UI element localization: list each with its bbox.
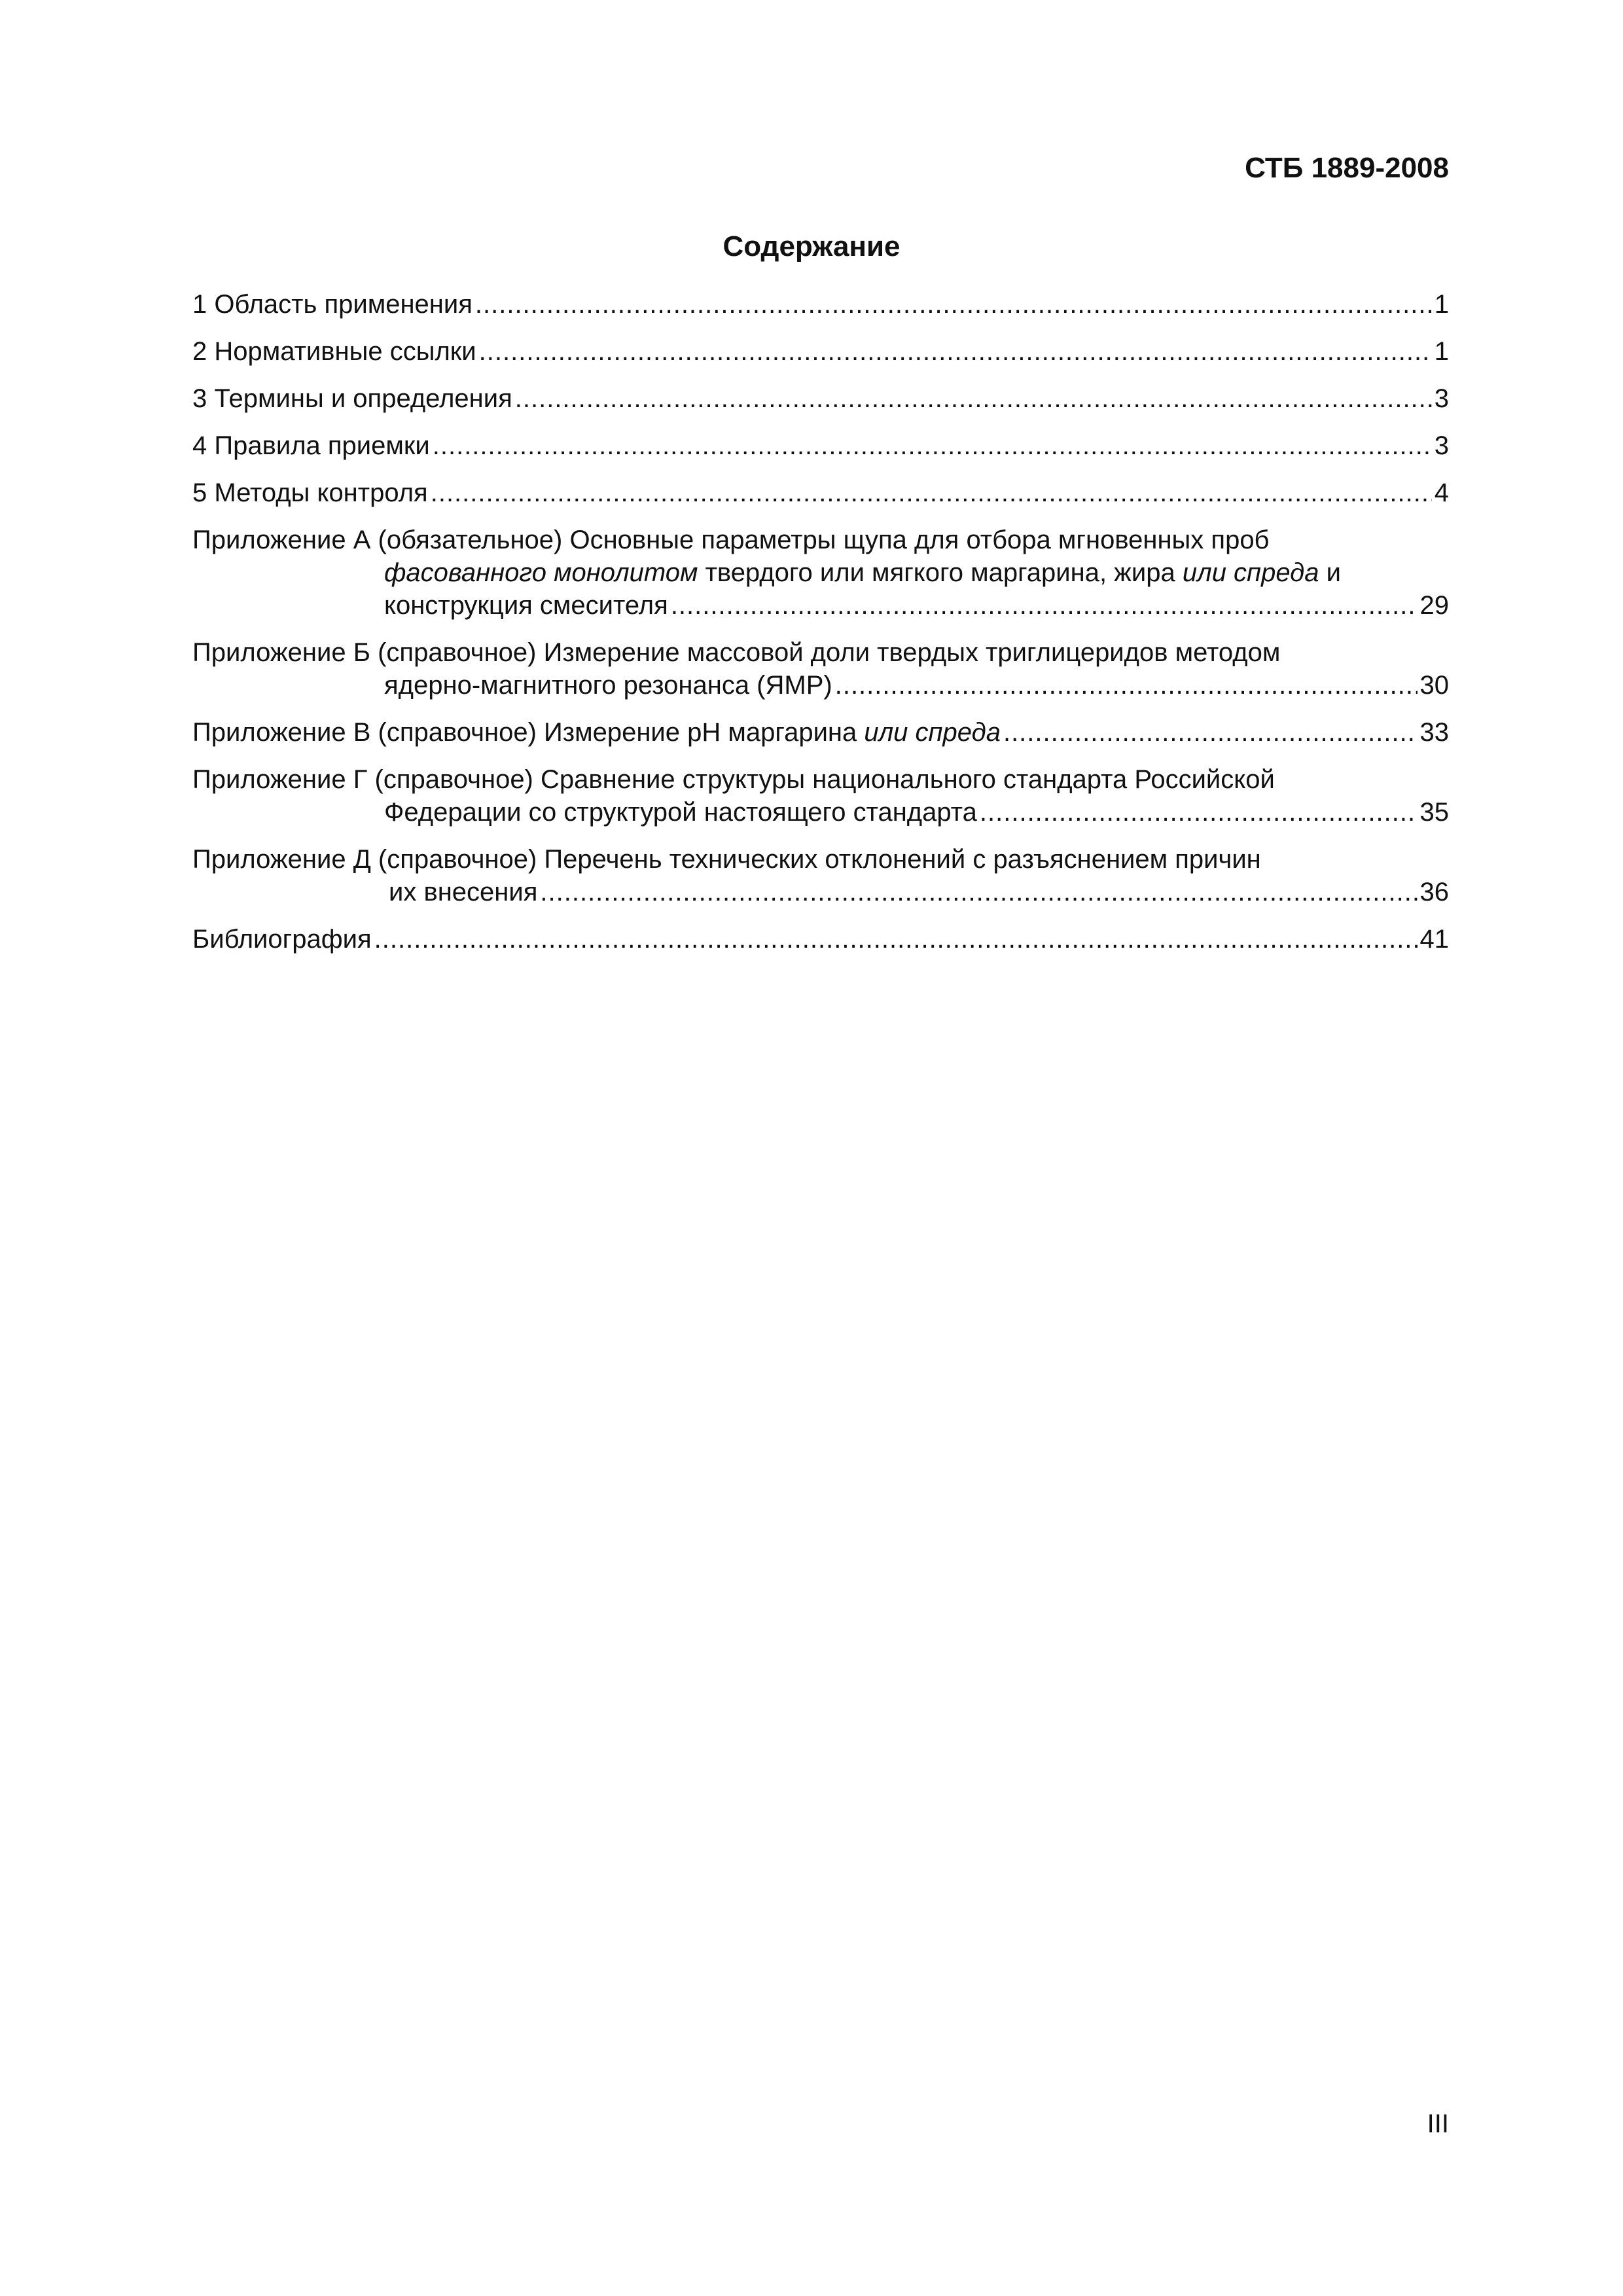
toc-entry-appendix-b[interactable] xyxy=(192,636,1449,702)
toc-entry-normative-refs[interactable] xyxy=(192,335,1449,368)
toc-entry-label: Федерации со структурой настоящего стандарта xyxy=(384,798,977,827)
document-code: СТБ 1889-2008 xyxy=(1245,152,1449,184)
toc-entry-line xyxy=(192,589,1449,622)
toc-entry-label: 3 Термины и определения xyxy=(192,384,512,413)
toc-entry-line xyxy=(192,636,1449,669)
leader-dots xyxy=(671,589,1418,622)
toc-entry-page: 35 xyxy=(1419,798,1449,827)
italic-text: или спреда xyxy=(1182,558,1319,587)
toc-entry-appendix-v[interactable] xyxy=(192,716,1449,749)
leader-dots xyxy=(374,923,1418,956)
leader-dots xyxy=(479,335,1432,368)
toc-entry-page: 1 xyxy=(1434,290,1449,319)
leader-dots xyxy=(540,876,1417,908)
toc-entry-page: 30 xyxy=(1419,671,1449,700)
toc-entry-acceptance[interactable] xyxy=(192,429,1449,462)
toc-entry-label: ядерно-магнитного резонанса (ЯМР) xyxy=(384,671,832,700)
toc-entry-line xyxy=(192,876,1449,908)
leader-dots xyxy=(515,382,1432,415)
page-number: III xyxy=(1427,2109,1449,2138)
toc-entry-appendix-d[interactable] xyxy=(192,843,1449,908)
toc-entry-line xyxy=(192,796,1449,829)
italic-text: или спреда xyxy=(864,718,1001,747)
toc-entry-scope[interactable] xyxy=(192,288,1449,321)
toc-entry-label: конструкция смесителя xyxy=(384,591,668,620)
leader-dots xyxy=(431,476,1432,509)
toc-entry-label: Приложение Б (справочное) Измерение массовой доли твердых триглицеридов методом xyxy=(192,638,1281,667)
toc-entry-appendix-g[interactable] xyxy=(192,763,1449,829)
toc-entry-label: 2 Нормативные ссылки xyxy=(192,337,476,366)
toc-title: Содержание xyxy=(722,230,901,262)
italic-text: фасованного монолитом xyxy=(384,558,698,587)
leader-dots xyxy=(835,669,1418,702)
toc-entry-label: Приложение А (обязательное) Основные параметры щупа для отбора мгновенных проб xyxy=(192,526,1270,554)
toc-entry-page: 3 xyxy=(1434,384,1449,413)
toc-entry-line xyxy=(192,843,1449,876)
toc-entry-label: 4 Правила приемки xyxy=(192,431,430,460)
table-of-contents xyxy=(192,288,1449,970)
toc-entry-methods[interactable] xyxy=(192,476,1449,509)
leader-dots xyxy=(980,796,1418,829)
toc-entry-line xyxy=(192,524,1449,556)
toc-entry-label: 5 Методы контроля xyxy=(192,478,428,507)
toc-entry-line xyxy=(192,763,1449,796)
toc-entry-page: 3 xyxy=(1434,431,1449,460)
toc-entry-page: 41 xyxy=(1419,925,1449,954)
toc-entry-page: 33 xyxy=(1419,718,1449,747)
toc-entry-page: 4 xyxy=(1434,478,1449,507)
toc-entry-label: Приложение В (справочное) Измерение рН маргарина xyxy=(192,718,865,747)
toc-entry-label: Приложение Д (справочное) Перечень технических отклонений с разъяснением причин xyxy=(192,845,1261,874)
toc-entry-appendix-a[interactable] xyxy=(192,524,1449,622)
toc-entry-label: их внесения xyxy=(389,878,538,906)
toc-entry-page: 29 xyxy=(1419,591,1449,620)
toc-entry-terms[interactable] xyxy=(192,382,1449,415)
leader-dots xyxy=(475,288,1432,321)
toc-entry-line xyxy=(192,556,1449,589)
toc-entry-label: Библиография xyxy=(192,925,372,954)
leader-dots xyxy=(1003,716,1418,749)
toc-entry-label: и xyxy=(1319,558,1341,587)
toc-entry-bibliography[interactable] xyxy=(192,923,1449,956)
toc-entry-label: Приложение Г (справочное) Сравнение структуры национального стандарта Российской xyxy=(192,765,1275,794)
toc-entry-line xyxy=(192,669,1449,702)
leader-dots xyxy=(433,429,1432,462)
toc-entry-label: 1 Область применения xyxy=(192,290,473,319)
toc-entry-label: твердого или мягкого маргарина, жира xyxy=(698,558,1183,587)
toc-entry-page: 1 xyxy=(1434,337,1449,366)
toc-entry-page: 36 xyxy=(1419,878,1449,906)
